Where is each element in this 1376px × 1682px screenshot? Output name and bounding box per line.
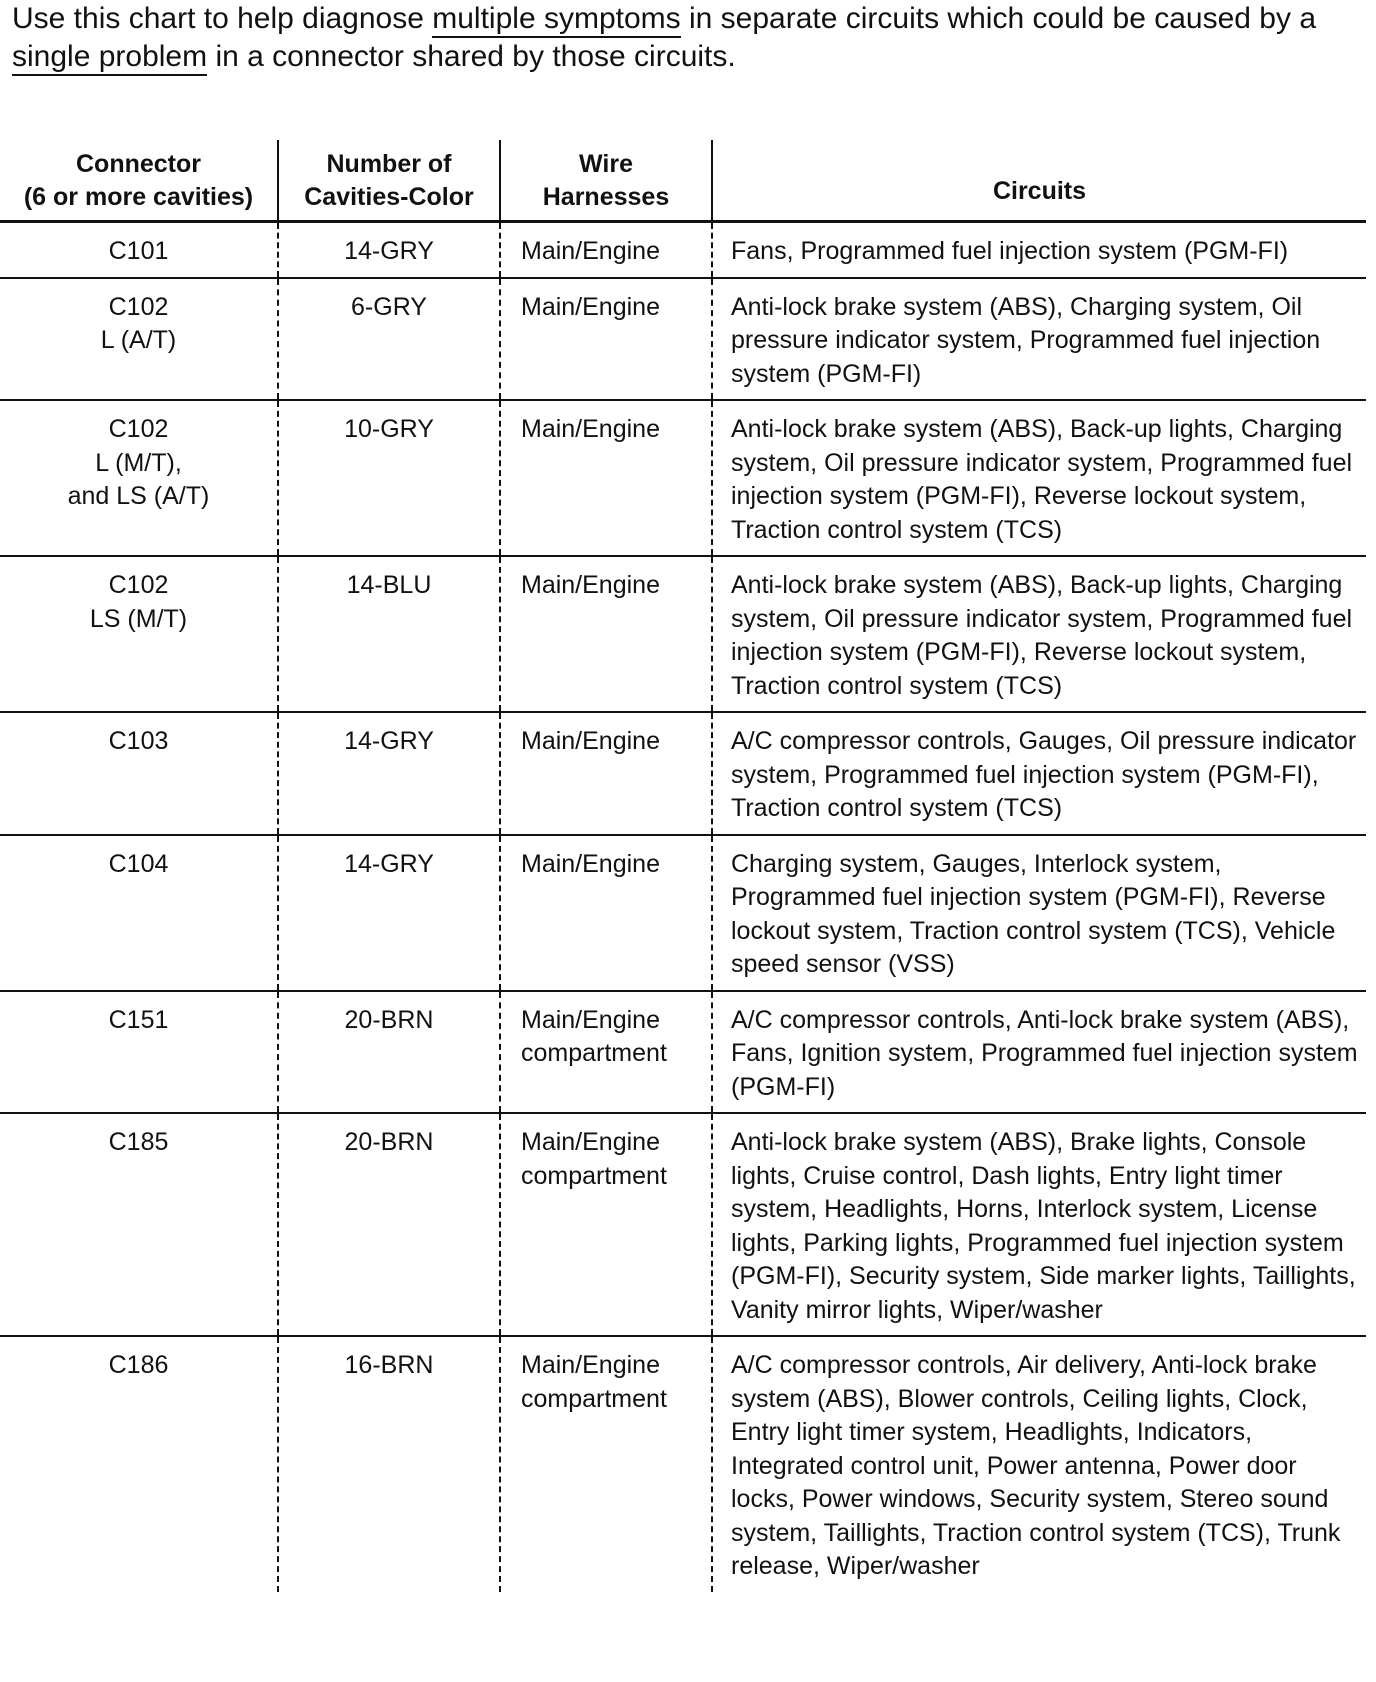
circuits-cell: Anti-lock brake system (ABS), Brake lights, Console lights, Cruise control, Dash lights, Entry light timer system, Headlights, Horns, Interlock system, License lights, Parking lights, Programmed fuel injection system (PGM-FI), Security system, Side marker lights, Taillights, Vanity mirror lights, Wiper/washer	[712, 1113, 1366, 1336]
header-harness-line2: Harnesses	[542, 183, 670, 211]
connector-cell	[0, 835, 278, 991]
circuits-cell: Fans, Programmed fuel injection system (PGM-FI)	[712, 222, 1366, 278]
harness-cell: Main/Engine	[500, 835, 712, 991]
connector-line: C102	[108, 292, 169, 321]
header-connector	[0, 140, 278, 222]
harness-cell: Main/Engine	[500, 222, 712, 278]
circuits-cell: A/C compressor controls, Air delivery, Anti-lock brake system (ABS), Blower controls, Ceiling lights, Clock, Entry light timer system, Headlights, Indicators, Integrated control unit, Power antenna, Power door locks, Power windows, Security system, Stereo sound system, Taillights, Traction control system (TCS), Trunk release, Wiper/washer	[712, 1336, 1366, 1592]
circuits-cell: Anti-lock brake system (ABS), Back-up lights, Charging system, Oil pressure indicator system, Programmed fuel injection system (PGM-FI), Reverse lockout system, Traction control system (TCS)	[712, 556, 1366, 712]
intro-part2: in separate circuits which could be caused by a	[680, 2, 1317, 35]
table-row	[0, 556, 1366, 712]
table-row	[0, 991, 1366, 1114]
cavities-cell: 14-BLU	[278, 556, 500, 712]
connector-cell	[0, 1336, 278, 1592]
cavities-cell: 14-GRY	[278, 222, 500, 278]
connector-cell	[0, 556, 278, 712]
harness-cell: Main/Engine	[500, 278, 712, 401]
header-connector-line2: (6 or more cavities)	[23, 183, 254, 211]
table-body	[0, 222, 1366, 1592]
table-row	[0, 278, 1366, 401]
harness-cell: Main/Engine compartment	[500, 1336, 712, 1592]
connector-line: L (M/T),	[95, 448, 182, 477]
harness-cell: Main/Engine compartment	[500, 1113, 712, 1336]
intro-part3: in a connector shared by those circuits.	[207, 40, 736, 73]
cavities-cell: 6-GRY	[278, 278, 500, 401]
table-row	[0, 1336, 1366, 1592]
connector-line: L (A/T)	[100, 326, 177, 354]
connector-line: C102	[108, 571, 169, 599]
table-row	[0, 222, 1366, 278]
connector-line: C101	[108, 237, 169, 265]
connector-line: and LS (A/T)	[67, 482, 210, 510]
header-harness	[500, 140, 712, 222]
header-cavities-line2: Cavities-Color	[304, 183, 474, 211]
connector-cell	[0, 278, 278, 401]
circuits-cell: Anti-lock brake system (ABS), Back-up lights, Charging system, Oil pressure indicator system, Programmed fuel injection system (PGM-FI), Reverse lockout system, Traction control system (TCS)	[712, 400, 1366, 556]
table-row	[0, 400, 1366, 556]
connector-cell	[0, 400, 278, 556]
connector-chart-table	[0, 140, 1366, 1592]
circuits-cell: A/C compressor controls, Anti-lock brake system (ABS), Fans, Ignition system, Programmed fuel injection system (PGM-FI)	[712, 991, 1366, 1114]
circuits-cell: Charging system, Gauges, Interlock system, Programmed fuel injection system (PGM-FI), Reverse lockout system, Traction control system (TCS), Vehicle speed sensor (VSS)	[712, 835, 1366, 991]
table-header	[0, 140, 1366, 222]
cavities-cell: 20-BRN	[278, 1113, 500, 1336]
connector-line: C185	[108, 1128, 169, 1156]
connector-line: C103	[108, 727, 169, 755]
intro-underline-multiple-symptoms: multiple symptoms	[432, 2, 680, 38]
connector-line: C151	[108, 1005, 169, 1034]
harness-cell: Main/Engine compartment	[500, 991, 712, 1114]
connector-cell	[0, 1113, 278, 1336]
intro-underline-single-problem: single problem	[12, 40, 207, 76]
cavities-cell: 14-GRY	[278, 835, 500, 991]
cavities-cell: 10-GRY	[278, 400, 500, 556]
cavities-cell: 14-GRY	[278, 712, 500, 835]
connector-line: LS (M/T)	[89, 604, 188, 633]
header-connector-line1: Connector	[76, 150, 201, 178]
harness-cell: Main/Engine	[500, 712, 712, 835]
connector-cell	[0, 712, 278, 835]
cavities-cell: 20-BRN	[278, 991, 500, 1114]
harness-cell: Main/Engine	[500, 556, 712, 712]
header-cavities	[278, 140, 500, 222]
cavities-cell: 16-BRN	[278, 1336, 500, 1592]
connector-line: C104	[108, 849, 169, 878]
intro-text	[12, 0, 1362, 76]
circuits-cell: A/C compressor controls, Gauges, Oil pressure indicator system, Programmed fuel injection system (PGM-FI), Traction control system (TCS)	[712, 712, 1366, 835]
table-row	[0, 835, 1366, 991]
header-circuits: Circuits	[712, 140, 1366, 222]
harness-cell: Main/Engine	[500, 400, 712, 556]
connector-cell	[0, 222, 278, 278]
table-row	[0, 1113, 1366, 1336]
circuits-cell: Anti-lock brake system (ABS), Charging system, Oil pressure indicator system, Programmed fuel injection system (PGM-FI)	[712, 278, 1366, 401]
header-harness-line1: Wire	[579, 150, 633, 178]
connector-line: C186	[108, 1351, 169, 1379]
connector-cell	[0, 991, 278, 1114]
header-cavities-line1: Number of	[326, 150, 452, 178]
connector-line: C102	[108, 415, 169, 443]
table-row	[0, 712, 1366, 835]
intro-part1: Use this chart to help diagnose	[12, 2, 433, 35]
header-row	[0, 140, 1366, 222]
